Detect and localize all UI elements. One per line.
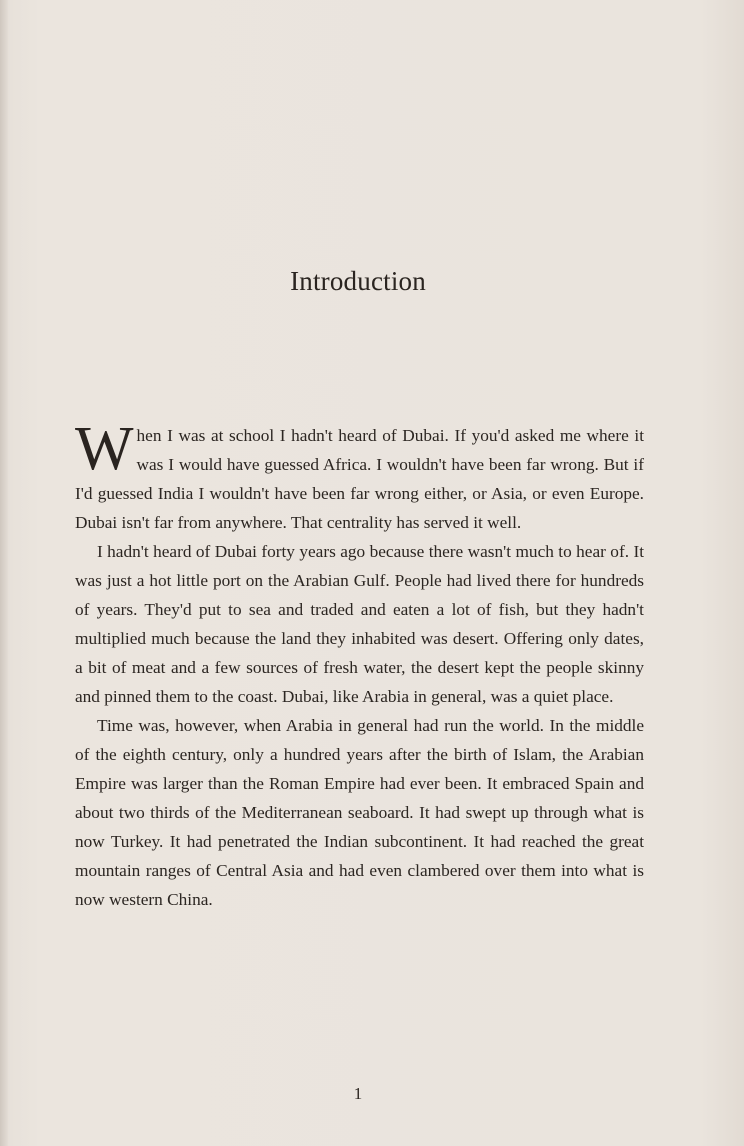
paragraph-2: I hadn't heard of Dubai forty years ago because there wasn't much to hear of. It was just a hot little port on the Arabian Gulf. People had lived there for hundreds of years. They'd put to sea and traded and eaten a lot of fish, but they hadn't multiplied much because the land they inhabited was desert. Offering only dates, a bit of meat and a few sources of fresh water, the desert kept the people skinny and pinned them to the coast. Dubai, like Arabia in general, was a quiet place. (75, 542, 644, 706)
chapter-title: Introduction (290, 266, 426, 296)
page-number: 1 (353, 1084, 363, 1103)
binding-edge (0, 0, 8, 1146)
drop-cap: W (75, 415, 134, 483)
chapter-body (75, 415, 644, 914)
paragraph-1 (75, 415, 644, 537)
bleed-through-top (80, 70, 650, 270)
paragraph-3: Time was, however, when Arabia in general had run the world. In the middle of the eighth century, only a hundred years after the birth of Islam, the Arabian Empire was larger than the Roman Empire had ever been. It embraced Spain and about two thirds of the Mediterranean seaboard. It had swept up through what is now Turkey. It had penetrated the Indian subcontinent. It had reached the great mountain ranges of Central Asia and had even clambered over them into what is now western China. (75, 716, 644, 909)
paragraph-1-text: hen I was at school I hadn't heard of Dubai. If you'd asked me where it was I would have guessed Africa. I wouldn't have been far wrong. But if I'd guessed India I wouldn't have been far wrong either, or Asia, or even Europe. Dubai isn't far from anywhere. That centrality has served it well. (75, 426, 644, 532)
